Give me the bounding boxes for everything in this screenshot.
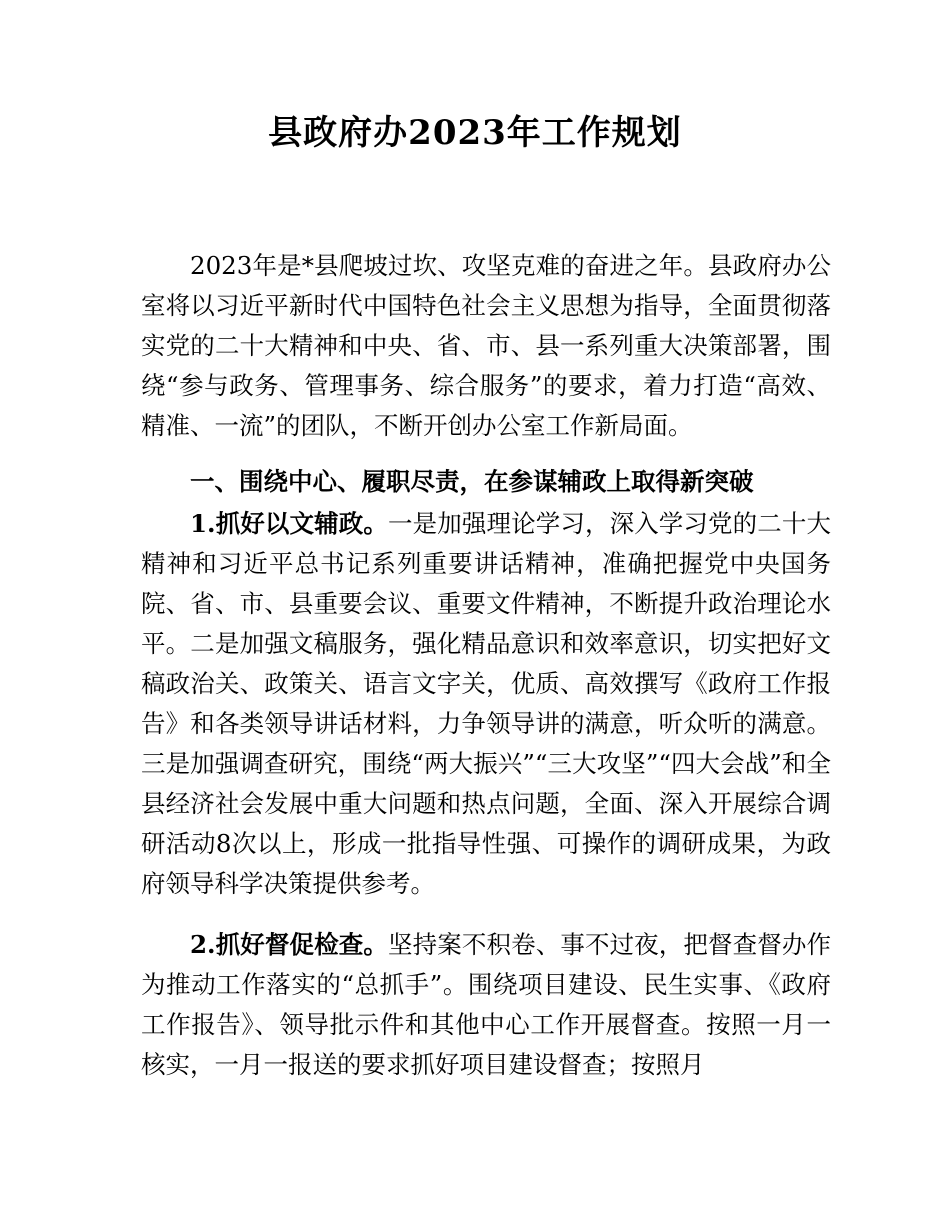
section-1-heading: 一、围绕中心、履职尽责，在参谋辅政上取得新突破 <box>190 467 754 496</box>
item-1-lead: 1.抓好以文辅政。 <box>190 509 389 538</box>
item-1-paragraph <box>141 504 831 904</box>
item-2-paragraph <box>141 925 831 1085</box>
item-2-lead: 2.抓好督促检查。 <box>190 930 389 959</box>
item-1-text: 一是加强理论学习，深入学习党的二十大精神和习近平总书记系列重要讲话精神，准确把握党中央国务院、省、市、县重要会议、重要文件精神，不断提升政治理论水平。二是加强文稿服务，强化精品意识和效率意识，切实把好文稿政治关、政策关、语言文字关，优质、高效撰写《政府工作报告》和各类领导讲话材料，力争领导讲的满意，听众听的满意。三是加强调查研究，围绕“两大振兴”“三大攻坚”“四大会战”和全县经济社会发展中重大问题和热点问题，全面、深入开展综合调研活动8次以上，形成一批指导性强、可操作的调研成果，为政府领导科学决策提供参考。 <box>141 509 832 898</box>
section-heading-block <box>141 462 831 502</box>
item-1-block <box>141 504 831 904</box>
intro-paragraph: 2023年是*县爬坡过坎、攻坚克难的奋进之年。县政府办公室将以习近平新时代中国特色社会主义思想为指导，全面贯彻落实党的二十大精神和中央、省、市、县一系列重大决策部署，围绕“参与政务、管理事务、综合服务”的要求，着力打造“高效、精准、一流”的团队，不断开创办公室工作新局面。 <box>141 251 831 440</box>
intro-block <box>141 246 831 446</box>
document-title: 县政府办2023年工作规划 <box>268 113 682 153</box>
item-2-block <box>141 925 831 1085</box>
item-2-text: 坚持案不积卷、事不过夜，把督查督办作为推动工作落实的“总抓手”。围绕项目建设、民生实事、《政府工作报告》、领导批示件和其他中心工作开展督查。按照一月一核实，一月一报送的要求抓好项目建设督查；按照月 <box>141 930 832 1079</box>
